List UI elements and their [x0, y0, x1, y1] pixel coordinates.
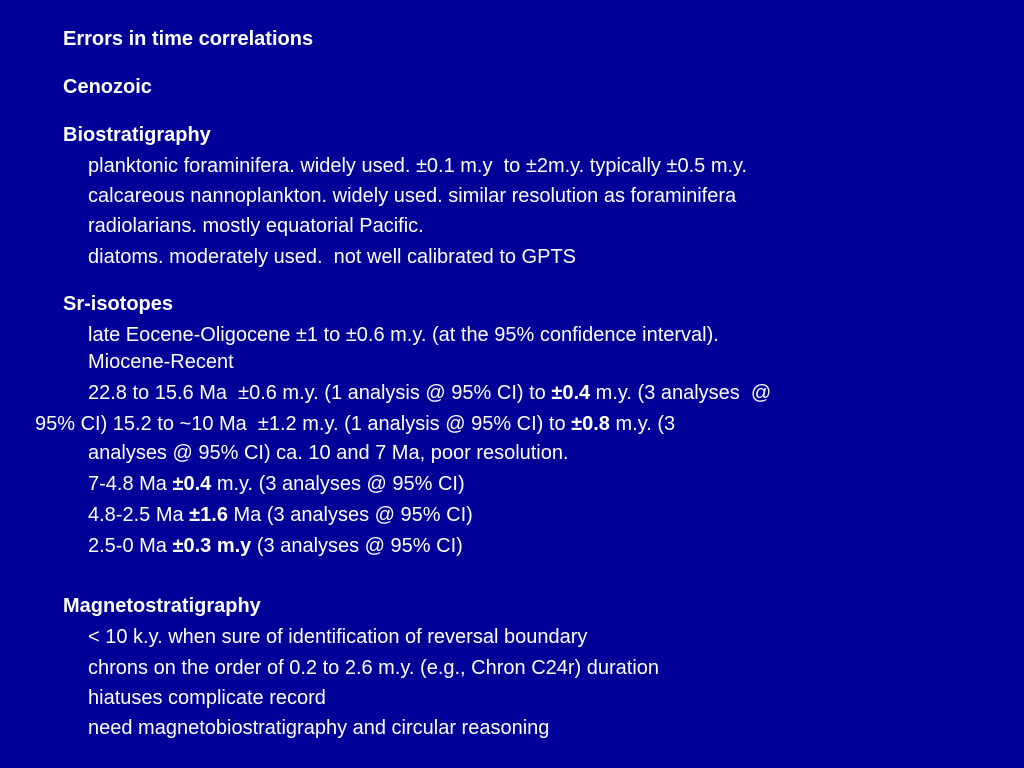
biostratigraphy-line: calcareous nannoplankton. widely used. similar resolution as foraminifera: [88, 185, 737, 207]
magnetostratigraphy-heading: Magnetostratigraphy: [63, 595, 261, 617]
biostratigraphy-line: diatoms. moderately used. not well calibrated to GPTS: [88, 246, 577, 268]
bold-value: ±0.4: [551, 382, 591, 404]
sr-isotopes-line: Miocene-Recent: [88, 351, 234, 373]
biostratigraphy-line: radiolarians. mostly equatorial Pacific.: [88, 215, 424, 237]
biostratigraphy-heading: Biostratigraphy: [63, 124, 211, 146]
sr-isotopes-heading: Sr-isotopes: [63, 293, 174, 315]
slide-title: Errors in time correlations: [63, 28, 314, 50]
bold-value: ±0.3 m.y: [172, 535, 252, 557]
sr-isotopes-line: late Eocene-Oligocene ±1 to ±0.6 m.y. (at the 95% confidence interval).: [88, 324, 719, 346]
magnetostratigraphy-line: chrons on the order of 0.2 to 2.6 m.y. (e.g., Chron C24r) duration: [88, 657, 660, 679]
magnetostratigraphy-line: need magnetobiostratigraphy and circular reasoning: [88, 717, 550, 739]
magnetostratigraphy-line: hiatuses complicate record: [88, 687, 326, 709]
magnetostratigraphy-line: < 10 k.y. when sure of identification of reversal boundary: [88, 626, 588, 648]
sr-isotopes-line: [35, 412, 675, 436]
text-run: 95% CI) 15.2 to ~10 Ma ±1.2 m.y. (1 analysis @ 95% CI) to: [35, 413, 572, 435]
era-heading: Cenozoic: [63, 76, 152, 98]
text-run: 4.8-2.5 Ma: [88, 504, 190, 526]
bold-value: ±0.8: [571, 413, 610, 435]
text-run: 2.5-0 Ma: [88, 535, 173, 557]
sr-isotopes-line: [88, 503, 473, 527]
text-run: m.y. (3: [609, 413, 676, 435]
sr-isotopes-line: analyses @ 95% CI) ca. 10 and 7 Ma, poor resolution.: [88, 442, 569, 464]
text-run: m.y. (3 analyses @: [590, 382, 772, 404]
text-run: Ma (3 analyses @ 95% CI): [227, 504, 473, 526]
text-run: 7-4.8 Ma: [88, 473, 173, 495]
text-run: 22.8 to 15.6 Ma ±0.6 m.y. (1 analysis @ 95% CI) to: [88, 382, 552, 404]
text-run: m.y. (3 analyses @ 95% CI): [211, 473, 465, 495]
sr-isotopes-line: [88, 381, 771, 405]
sr-isotopes-line: [88, 534, 463, 558]
bold-value: ±1.6: [189, 504, 228, 526]
sr-isotopes-line: [88, 472, 465, 496]
biostratigraphy-line: planktonic foraminifera. widely used. ±0.1 m.y to ±2m.y. typically ±0.5 m.y.: [88, 155, 748, 177]
bold-value: ±0.4: [172, 473, 212, 495]
text-run: (3 analyses @ 95% CI): [251, 535, 463, 557]
